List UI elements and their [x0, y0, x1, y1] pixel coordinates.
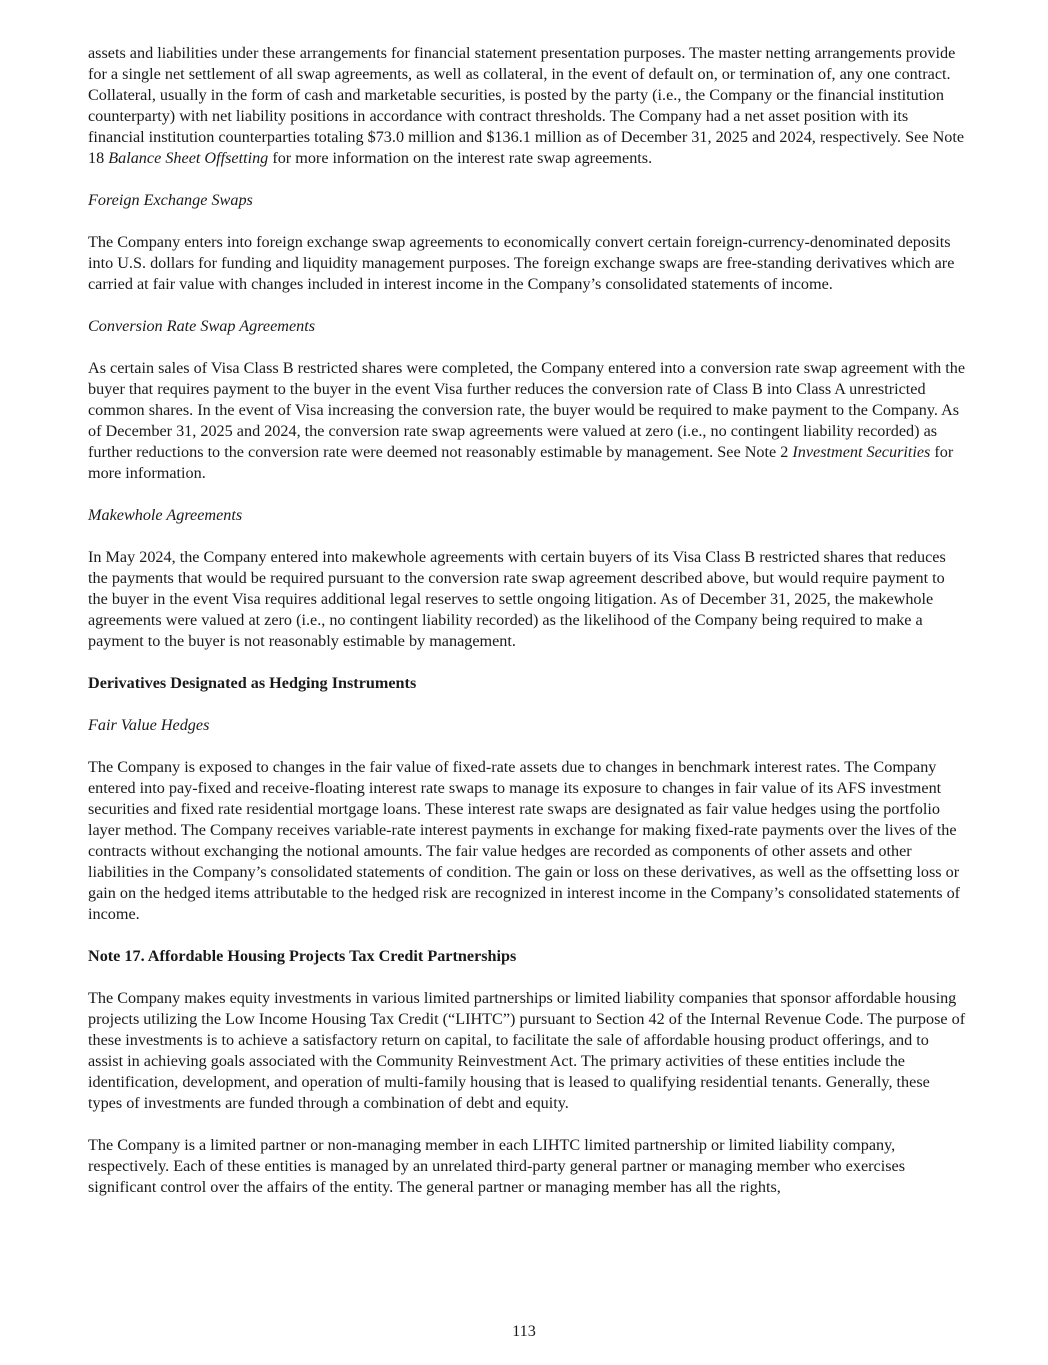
note-2-reference: Investment Securities [792, 443, 931, 461]
note-18-reference: Balance Sheet Offsetting [108, 149, 269, 167]
paragraph-note-17-investments: The Company makes equity investments in various limited partnerships or limited liability companies that sponsor affordable housing projects utilizing the Low Income Housing Tax Credit (“LIHTC”) pursuant to Section 42 of the Internal Revenue Code. The purpose of these investments is to achieve a satisfactory return on capital, to facilitate the sale of affordable housing product offerings, and to assist in achieving goals associated with the Community Reinvestment Act. The primary activities of these entities include the identification, development, and operation of multi-family housing that is leased to qualifying residential tenants. Generally, these types of investments are funded through a combination of debt and equity. [88, 989, 966, 1112]
paragraph-note-17-partnership: The Company is a limited partner or non-managing member in each LIHTC limited partnership or limited liability company, respectively. Each of these entities is managed by an unrelated third-party general partner or managing member who exercises significant control over the affairs of the entity. The general partner or managing member has all the rights, [88, 1136, 905, 1196]
paragraph-fair-value-hedges: The Company is exposed to changes in the fair value of fixed-rate assets due to changes in benchmark interest rates. The Company entered into pay-fixed and receive-floating interest rate swaps to manage its exposure to changes in fair value of its AFS investment securities and fixed rate residential mortgage loans. These interest rate swaps are designated as fair value hedges using the portfolio layer method. The Company receives variable-rate interest payments in exchange for making fixed-rate payments over the lives of the contracts without exchanging the notional amounts. The fair value hedges are recorded as components of other assets and other liabilities in the Company’s consolidated statements of condition. The gain or loss on these derivatives, as well as the offsetting loss or gain on the hedged items attributable to the hedged risk are recognized in interest income in the Company’s consolidated statements of income. [88, 758, 961, 923]
paragraph-foreign-exchange-swaps: The Company enters into foreign exchange swap agreements to economically convert certain foreign-currency-denominated deposits into U.S. dollars for funding and liquidity management purposes. The foreign exchange swaps are free-standing derivatives which are carried at fair value with changes included in interest income in the Company’s consolidated statements of income. [88, 233, 955, 293]
heading-makewhole-agreements: Makewhole Agreements [88, 506, 243, 524]
paragraph-netting-end: for more information on the interest rate swap agreements. [268, 149, 653, 167]
heading-conversion-rate-swaps: Conversion Rate Swap Agreements [88, 317, 316, 335]
heading-foreign-exchange-swaps: Foreign Exchange Swaps [88, 191, 253, 209]
document-body [88, 43, 966, 1219]
heading-hedging-instruments: Derivatives Designated as Hedging Instruments [88, 674, 417, 692]
heading-note-17: Note 17. Affordable Housing Projects Tax Credit Partnerships [88, 947, 517, 965]
paragraph-conversion-rate-end: for more information. [88, 443, 954, 482]
paragraph-makewhole-agreements: In May 2024, the Company entered into makewhole agreements with certain buyers of its Visa Class B restricted shares that reduces the payments that would be required pursuant to the conversion rate swap agreement described above, but would require payment to the buyer in the event Visa requires additional legal reserves to settle ongoing litigation. As of December 31, 2025, the makewhole agreements were valued at zero (i.e., no contingent liability recorded) as the likelihood of the Company being required to make a payment to the buyer is not reasonably estimable by management. [88, 548, 946, 650]
paragraph-netting [88, 43, 966, 169]
page-number: 113 [512, 1322, 536, 1340]
paragraph-conversion-rate-swaps [88, 358, 966, 484]
paragraph-conversion-rate-text: As certain sales of Visa Class B restricted shares were completed, the Company entered into a conversion rate swap agreement with the buyer that requires payment to the buyer in the event Visa further reduces the conversion rate of Class B into Class A unrestricted common shares. In the event of Visa increasing the conversion rate, the buyer would be required to make payment to the Company. As of December 31, 2025 and 2024, the conversion rate swap agreements were valued at zero (i.e., no contingent liability recorded) as further reductions to the conversion rate were deemed not reasonably estimable by management. See Note 2 [88, 359, 966, 461]
heading-fair-value-hedges: Fair Value Hedges [88, 716, 210, 734]
paragraph-netting-text: assets and liabilities under these arrangements for financial statement presentation purposes. The master netting arrangements provide for a single net settlement of all swap agreements, as well as collateral, in the event of default on, or termination of, any one contract. Collateral, usually in the form of cash and marketable securities, is posted by the party (i.e., the Company or the financial institution counterparty) with net liability positions in accordance with contract thresholds. The Company had a net asset position with its financial institution counterparties totaling $73.0 million and $136.1 million as of December 31, 2025 and 2024, respectively. See Note 18 [88, 44, 965, 167]
